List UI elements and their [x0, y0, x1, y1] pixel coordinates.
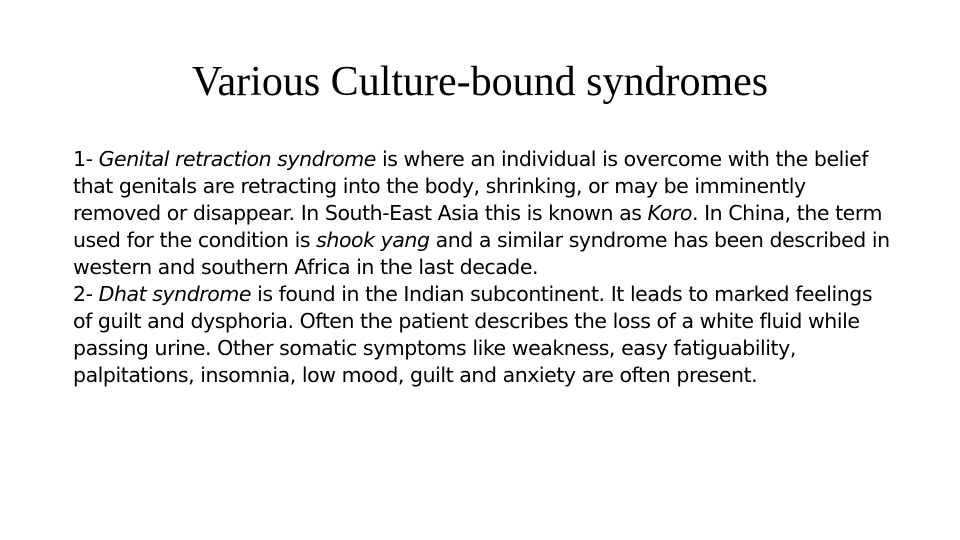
text-run: 2-: [73, 282, 99, 306]
text-run: 1-: [73, 147, 99, 171]
paragraph-dhat-syndrome: [73, 281, 893, 389]
term-shook-yang: shook yang: [316, 228, 430, 252]
term-dhat-syndrome: Dhat syndrome: [98, 282, 252, 306]
text-run: is found in the Indian subcontinent. It leads to marked feelings of guilt and dysphoria. Often the patient describes the loss of a white fluid while passing urine. Other somatic symptoms like weakness, easy fatiguability, palpitations, insomnia, low mood, guilt and anxiety are often present.: [73, 282, 873, 387]
text-run: and a similar syndrome has been described in western and southern Africa in the last decade.: [73, 228, 890, 279]
paragraph-genital-retraction: [73, 146, 893, 281]
term-koro: Koro: [647, 201, 692, 225]
slide-title: Various Culture-bound syndromes: [191, 59, 769, 105]
text-run: . In China, the term used for the condition is: [73, 201, 882, 252]
slide-body: [73, 146, 893, 389]
term-genital-retraction-syndrome: Genital retraction syndrome: [98, 147, 376, 171]
text-run: is where an individual is overcome with the belief that genitals are retracting into the body, shrinking, or may be imminently removed or disappear. In South-East Asia this is known as: [73, 147, 869, 225]
